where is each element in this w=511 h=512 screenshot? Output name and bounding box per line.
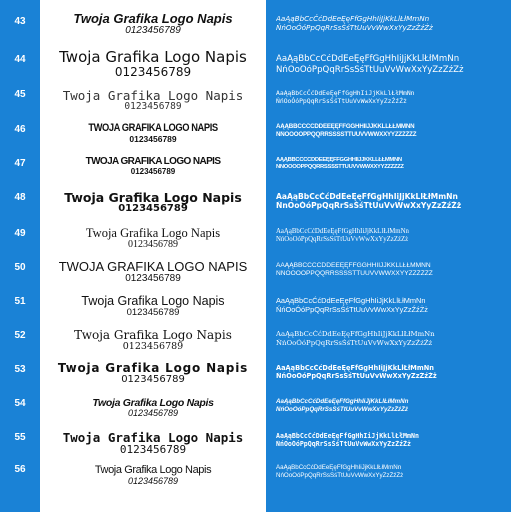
alphabet-sample xyxy=(276,432,506,448)
sample-title: Twoja Grafika Logo Napis xyxy=(74,328,232,342)
alphabet-line-1: AaĄąBbCcĆćDdEeĘęFfGgHhIiJjKkLlŁłMmNn xyxy=(276,192,458,201)
alphabet-line-2: ŃŃOOÓÓPPQQRRSSŚŚTTUUVVWWXXYYZZŹŹŻŻ xyxy=(276,164,404,171)
alphabet-line-2: ŃńOoÓóPpQqRrSsŚśTtUuVvWwXxYyZzŹźŻż xyxy=(276,471,404,479)
font-sample xyxy=(40,191,266,215)
alphabet-line-1: AaĄąBbCcĆćDdEeĘęFfGgHhIiJjKkLlŁłMmNn xyxy=(276,14,430,23)
sample-digits: 0123456789 xyxy=(125,272,181,284)
alphabet-sample xyxy=(276,123,506,139)
font-row xyxy=(0,48,511,84)
font-sample xyxy=(40,260,266,284)
sample-digits: 0123456789 xyxy=(128,239,178,251)
sample-digits: 0123456789 xyxy=(121,373,185,385)
alphabet-line-2: ŃŃOOÓÓPPQQRRSSŚŚTTUUVVWWXXYYZZŹŹŻŻ xyxy=(276,130,417,138)
alphabet-line-2: ŃńOoÓóPpQqRrSsŚśTtUuVvWwXxYyZzŹźŻż xyxy=(276,440,411,449)
sample-title: Twoja Grafika Logo Napis xyxy=(85,226,221,240)
alphabet-sample xyxy=(276,14,506,32)
font-sample xyxy=(40,362,266,385)
alphabet-line-2: ŃnOoÓóPpQqRrSsŚśTtUuVvWwXxYyZzŹźŻż xyxy=(276,201,462,211)
font-sample xyxy=(40,398,266,418)
alphabet-line-2: ŃńOoÓóPpQqRrSsŚśTtUuVvWwXxYyZzŹźŻż xyxy=(276,338,433,347)
font-sample xyxy=(40,227,266,251)
font-row xyxy=(0,224,511,260)
alphabet-sample xyxy=(276,330,506,347)
alphabet-sample xyxy=(276,54,506,75)
sample-digits: 0123456789 xyxy=(125,24,181,36)
sample-title: Twoja Grafika Logo Napis xyxy=(81,294,225,308)
font-row xyxy=(0,120,511,156)
sample-digits: 0123456789 xyxy=(118,203,188,215)
sample-title: TWOJA GRAFIKA LOGO NAPIS xyxy=(88,122,218,134)
font-number: 53 xyxy=(14,364,26,375)
alphabet-line-1: AaĄąBbCcĆćDdEeĘęFfGgHhIiJjKkLlŁłMmNn xyxy=(276,432,419,440)
sample-digits: 0123456789 xyxy=(122,340,184,352)
font-number: 51 xyxy=(14,296,26,307)
alphabet-sample xyxy=(276,364,506,380)
sample-digits: 0123456789 xyxy=(129,133,177,144)
sample-digits: 0123456789 xyxy=(114,64,192,79)
font-sample xyxy=(40,50,266,78)
sample-title: Twoja Grafika Logo Napis xyxy=(62,430,244,445)
sample-digits: 0123456789 xyxy=(126,307,180,319)
sample-title: Twoja Grafika Logo Napis xyxy=(62,88,244,103)
alphabet-line-1: AaĄąBbCcĆćDdEeĘęFfGgHhIiJjKkLlŁłMmNn xyxy=(276,228,409,235)
font-number: 49 xyxy=(14,228,26,239)
alphabet-line-2: ŃńOoÓóPpQqRrSsŚśTtUuVvWwXxYyZzŹźŻż xyxy=(276,97,407,105)
sample-title: Twoja Grafika Logo Napis xyxy=(94,464,212,476)
font-row xyxy=(0,460,511,496)
alphabet-line-1: AaĄąBbCcĆćDdEeĘęFfGgHhIiJjKkLlŁłMmNn xyxy=(276,330,435,338)
font-row xyxy=(0,326,511,362)
font-number: 48 xyxy=(14,192,26,203)
alphabet-sample xyxy=(276,228,506,245)
font-sample xyxy=(40,12,266,36)
sample-digits: 0123456789 xyxy=(119,443,187,457)
alphabet-sample xyxy=(276,296,506,315)
alphabet-line-1: AaĄąBbCcĆćDdEeĘęFfGgHhIiJjKkLlŁłMmNn xyxy=(276,89,415,97)
alphabet-line-1: AaĄąBbCcĆćDdEeĘęFfGgHhIiJjKkLlŁłMmNn xyxy=(276,398,409,405)
font-number: 46 xyxy=(14,124,26,135)
font-row xyxy=(0,258,511,294)
font-number: 55 xyxy=(14,432,26,443)
sample-title: Twoja Grafika Logo Napis xyxy=(92,397,214,409)
alphabet-line-2: ŃŃOOÓÓPPQQRRSSŚŚTTUUVVWWXXYYZZŹŹŻŻ xyxy=(276,270,433,278)
font-number: 45 xyxy=(14,89,26,100)
font-number: 47 xyxy=(14,158,26,169)
sample-digits: 0123456789 xyxy=(127,408,179,419)
alphabet-line-1: AĄĄBBCCĆĆDDEEĘĘFFGGHHIIJJKKLLŁŁMMNN xyxy=(276,157,402,163)
font-number: 52 xyxy=(14,330,26,341)
font-sample xyxy=(40,295,266,318)
sample-title: TWOJA GRAFIKA LOGO NAPIS xyxy=(58,259,248,274)
sample-title: Twoja Grafika Logo Napis xyxy=(73,11,233,26)
font-sample xyxy=(40,465,266,486)
font-row xyxy=(0,360,511,396)
sample-digits: 0123456789 xyxy=(127,475,179,486)
alphabet-line-2: ŃńOoÓóPpQqRrSsŚśTtUuVvWwXxYyZzŹźŻż xyxy=(276,236,409,244)
alphabet-line-1: AaĄąBbCcĆćDdEeĘęFfGgHhIiJjKkLlŁłMmNn xyxy=(276,464,402,471)
alphabet-line-2: ŃńOoÓóPpQqRrSsŚśTtUuVvWwXxYyZzŹźŻż xyxy=(276,64,464,75)
alphabet-sample xyxy=(276,464,506,480)
font-sample xyxy=(40,431,266,456)
alphabet-sample xyxy=(276,398,506,414)
font-number: 54 xyxy=(14,398,26,409)
alphabet-line-1: AĄĄBBCCĆĆDDEEĘĘFFGGHHIIJJKKLLŁŁMMNN xyxy=(276,123,415,130)
alphabet-line-1: AAĄĄBBCCĆĆDDEEĘĘFFGGHHIIJJKKLLŁŁMMNN xyxy=(276,262,431,269)
sample-digits: 0123456789 xyxy=(124,101,182,113)
alphabet-line-2: ŃńOoÓóPpQqRrSsŚśTtUuVvWwXxYyZzŹźŻż xyxy=(276,405,409,413)
font-row xyxy=(0,188,511,224)
alphabet-sample xyxy=(276,262,506,278)
sample-title: Twoja Grafika Logo Napis xyxy=(59,48,247,66)
sample-title: Twoja Grafika Logo Napis xyxy=(64,190,242,205)
alphabet-line-1: AaĄąBbCcĆćDdEeĘęFfGgHhIiJjKkLlŁłMmNn xyxy=(276,54,460,64)
font-row xyxy=(0,428,511,464)
font-number: 50 xyxy=(14,262,26,273)
font-number: 43 xyxy=(14,16,26,27)
sample-title: Twoja Grafika Logo Napis xyxy=(57,361,249,375)
alphabet-sample xyxy=(276,192,506,211)
font-row xyxy=(0,394,511,430)
sample-title: TWOJA GRAFIKA LOGO NAPIS xyxy=(85,156,221,167)
font-sample xyxy=(40,329,266,352)
alphabet-sample xyxy=(276,89,506,105)
alphabet-line-2: ŃńOoÓóPpQqRrSsŚśTtUuVvWwXxYyZzŹźŻż xyxy=(276,372,437,381)
font-sample xyxy=(40,157,266,176)
sample-digits: 0123456789 xyxy=(130,166,176,176)
font-number: 44 xyxy=(14,54,26,65)
alphabet-line-2: ŃńOoÓóPpQqRrSsŚśTtUuVvWwXxYyZzŹźŻż xyxy=(276,23,433,32)
alphabet-sample xyxy=(276,157,506,171)
font-row xyxy=(0,12,511,48)
alphabet-line-2: ŃńOoÓóPpQqRrSsŚśTtUuVvWwXxYyZzŹźŻż xyxy=(276,305,428,315)
font-number: 56 xyxy=(14,464,26,475)
alphabet-line-1: AaĄąBbCcĆćDdEeĘęFfGgHhIiJjKkLlŁłMmNn xyxy=(276,296,426,305)
font-row xyxy=(0,85,511,121)
font-row xyxy=(0,292,511,328)
font-row xyxy=(0,154,511,190)
alphabet-line-1: AaĄąBbCcĆćDdEeĘęFfGgHhIiJjKkLlŁłMmNn xyxy=(276,364,434,372)
font-sample xyxy=(40,89,266,112)
font-sample xyxy=(40,123,266,143)
